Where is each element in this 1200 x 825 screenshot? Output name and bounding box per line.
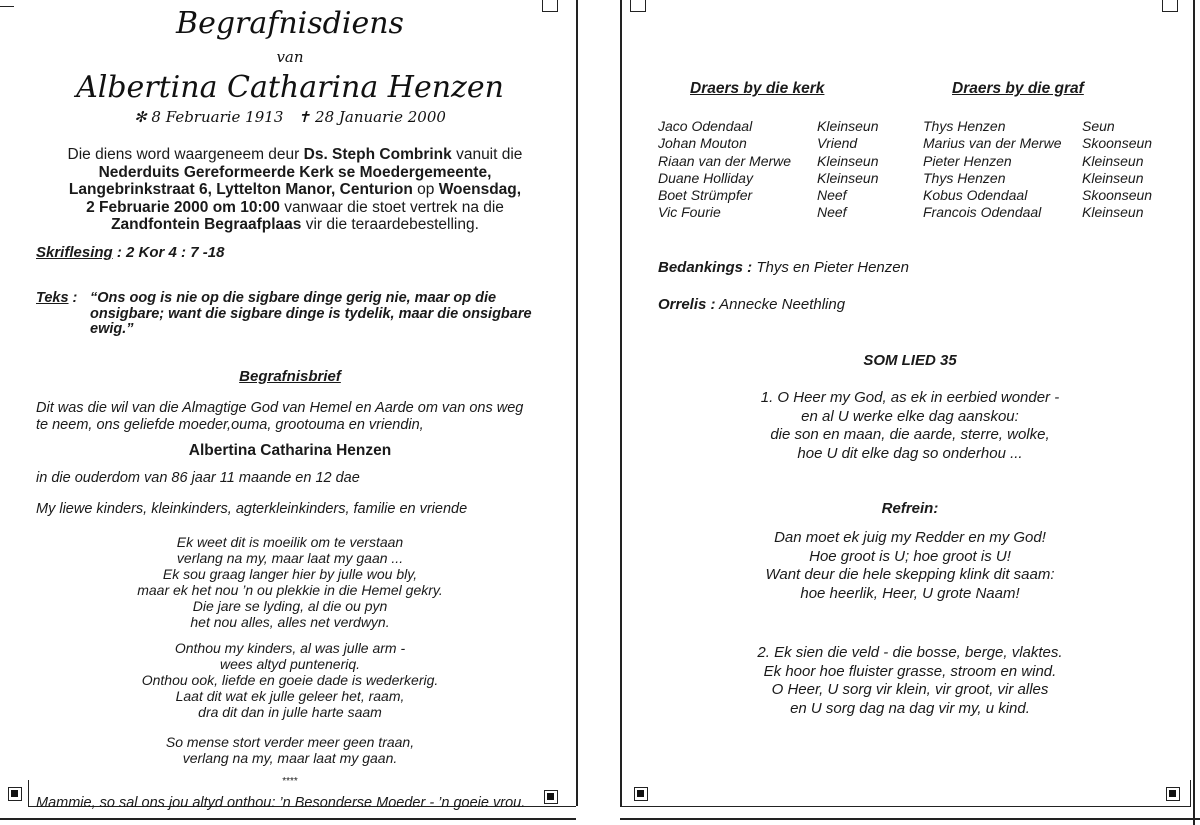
hymn-line: Hoe groot is U; hoe groot is U! bbox=[809, 547, 1011, 565]
church-bearer-name: Johan Mouton bbox=[658, 135, 747, 152]
deceased-name-heading: Albertina Catharina Henzen bbox=[76, 70, 504, 105]
grave-bearer-relation: Skoonseun bbox=[1082, 135, 1153, 152]
church-bearer-relation: Neef bbox=[817, 187, 847, 204]
address-line: My liewe kinders, kleinkinders, agterkleinkinders, familie en vriende bbox=[36, 501, 468, 517]
scripture-reading-label: Skriflesing bbox=[36, 244, 113, 261]
poem-stanza-1 bbox=[40, 534, 540, 630]
poem-line: Ek weet dit is moeilik om te verstaan bbox=[176, 534, 404, 550]
corner-box-top-right bbox=[542, 0, 558, 12]
teks-label: Teks bbox=[36, 290, 69, 306]
corner-box-top-right bbox=[1162, 0, 1178, 12]
corner-box-bottom-right bbox=[1166, 787, 1180, 801]
poem-stanza-2 bbox=[40, 640, 540, 720]
church-bearer-relation: Kleinseun bbox=[817, 152, 879, 169]
letter-intro-line: te neem, ons geliefde moeder,ouma, grootouma en vriendin, bbox=[36, 417, 424, 433]
poem-line: dra dit dan in julle harte saam bbox=[198, 704, 382, 720]
church-bearer-relation: Neef bbox=[817, 204, 847, 221]
bottom-inner-line bbox=[620, 806, 1190, 807]
van-label: van bbox=[276, 48, 304, 66]
organist-name: Annecke Neethling bbox=[715, 296, 846, 313]
minister-name: Ds. Steph Combrink bbox=[303, 146, 452, 163]
church-bearer-name: Vic Fourie bbox=[658, 204, 721, 221]
top-left-tick bbox=[0, 6, 14, 7]
right-inner-line bbox=[1190, 780, 1191, 807]
thanks-label: Bedankings : bbox=[658, 259, 753, 276]
right-border-line bbox=[576, 0, 578, 806]
service-text-3: vanuit die bbox=[451, 146, 523, 163]
church-bearer-relation: Vriend bbox=[817, 135, 858, 152]
grave-bearers-relations bbox=[1082, 118, 1152, 222]
text-verse-line: ewig.” bbox=[90, 321, 134, 337]
poem-line: Laat dit wat ek julle geleer het, raam, bbox=[175, 688, 405, 704]
church-bearers-names bbox=[658, 118, 791, 222]
letter-intro-line: Dit was die wil van die Almagtige God van Hemel en Aarde om van ons weg bbox=[36, 400, 524, 416]
poem-line: verlang na my, maar laat my gaan ... bbox=[176, 550, 404, 566]
teks-colon: : bbox=[68, 290, 78, 306]
poem-line: Onthou my kinders, al was julle arm - bbox=[174, 640, 406, 656]
bottom-border-line bbox=[620, 818, 1200, 820]
death-symbol: ✝ bbox=[297, 108, 311, 126]
letter-heading: Begrafnisbrief bbox=[239, 368, 341, 385]
left-inner-line bbox=[28, 780, 29, 807]
grave-bearer-relation: Kleinseun bbox=[1082, 152, 1144, 169]
corner-box-top-left bbox=[630, 0, 646, 12]
refrain-label: Refrein: bbox=[881, 500, 939, 517]
text-verse-line: “Ons oog is nie op die sigbare dinge gerig nie, maar op die bbox=[90, 290, 497, 306]
right-edge-line bbox=[1193, 0, 1195, 825]
hymn-line: Ek hoor hoe fluister grasse, stroom en wind. bbox=[763, 662, 1057, 680]
bottom-border-line bbox=[0, 818, 576, 820]
grave-bearer-relation: Skoonseun bbox=[1082, 187, 1153, 204]
text-verse bbox=[90, 291, 560, 338]
poem-line: Die jare se lyding, al die ou pyn bbox=[192, 598, 388, 614]
thanks-names: Thys en Pieter Henzen bbox=[752, 259, 909, 276]
church-bearers-heading: Draers by die kerk bbox=[690, 80, 825, 97]
organist-line bbox=[658, 296, 845, 313]
age-line: in die ouderdom van 86 jaar 11 maande en 12 dae bbox=[36, 470, 360, 486]
service-text-9: vanwaar die stoet vertrek na die bbox=[279, 198, 504, 216]
closing-line: Mammie, so sal ons jou altyd onthou: ’n Besonderse Moeder - ’n goeie vrou. bbox=[36, 795, 526, 811]
service-text-6: op bbox=[412, 181, 439, 198]
text-label bbox=[36, 291, 77, 307]
poem-line: Onthou ook, liefde en goeie dade is wederkerig. bbox=[141, 672, 439, 688]
corner-box-bottom-left bbox=[634, 787, 648, 801]
church-bearer-name: Duane Holliday bbox=[658, 169, 753, 186]
corner-box-bottom-right bbox=[544, 790, 558, 804]
poem-line: wees altyd punteneriq. bbox=[219, 656, 361, 672]
grave-bearer-name: Kobus Odendaal bbox=[923, 187, 1028, 204]
text-verse-line: onsigbare; want die sigbare dinge is tydelik, maar die onsigbare bbox=[90, 305, 532, 322]
grave-bearer-name: Francois Odendaal bbox=[923, 204, 1042, 221]
hymn-refrain bbox=[700, 529, 1120, 603]
grave-bearer-name: Marius van der Merwe bbox=[923, 135, 1062, 152]
church-bearer-name: Boet Strümpfer bbox=[658, 187, 753, 204]
cemetery-name: Zandfontein Begraafplaas bbox=[111, 216, 302, 233]
birth-date: 8 Februarie 1913 bbox=[151, 108, 284, 126]
hymn-line: die son en maan, die aarde, sterre, wolke, bbox=[770, 426, 1050, 443]
church-bearer-relation: Kleinseun bbox=[817, 169, 879, 186]
hymn-verse-1 bbox=[700, 389, 1120, 463]
grave-bearers-names bbox=[923, 118, 1062, 222]
letter-intro bbox=[36, 400, 566, 434]
church-bearer-relation: Kleinseun bbox=[817, 118, 879, 134]
grave-bearer-relation: Kleinseun bbox=[1082, 204, 1144, 221]
poem-line: So mense stort verder meer geen traan, bbox=[165, 734, 415, 750]
birth-symbol: ✻ bbox=[134, 108, 147, 126]
hymn-line: 1. O Heer my God, as ek in eerbied wonder - bbox=[760, 389, 1060, 406]
poem-line: Ek sou graag langer hier by julle wou bly, bbox=[162, 566, 418, 582]
church-bearer-name: Jaco Odendaal bbox=[658, 118, 753, 134]
death-date: 28 Januarie 2000 bbox=[315, 108, 446, 126]
left-border-line bbox=[620, 0, 622, 806]
hymn-line: 2. Ek sien die veld - die bosse, berge, vlaktes. bbox=[757, 644, 1063, 661]
grave-bearer-name: Thys Henzen bbox=[923, 118, 1006, 134]
hymn-line: en al U werke elke dag aanskou: bbox=[801, 407, 1019, 425]
grave-bearer-name: Thys Henzen bbox=[923, 169, 1006, 186]
hymn-line: hoe heerlik, Heer, U grote Naam! bbox=[800, 584, 1020, 602]
service-day: Woensdag, bbox=[438, 181, 522, 198]
left-page bbox=[0, 0, 590, 825]
scripture-reading bbox=[36, 244, 224, 261]
grave-bearer-relation: Kleinseun bbox=[1082, 169, 1144, 186]
life-dates bbox=[60, 108, 520, 126]
hymn-line: hoe U dit elke dag so onderhou ... bbox=[797, 444, 1023, 462]
service-text-1: Die diens word waargeneem deur bbox=[67, 146, 304, 163]
hymn-line: O Heer, U sorg vir klein, vir groot, vir alles bbox=[771, 681, 1049, 698]
service-title: Begrafnisdiens bbox=[176, 6, 404, 41]
hymn-line: en U sorg dag na dag vir my, u kind. bbox=[790, 699, 1030, 717]
right-page bbox=[610, 0, 1200, 825]
scripture-reading-reference: : 2 Kor 4 : 7 -18 bbox=[112, 244, 225, 261]
thanks-line bbox=[658, 259, 909, 276]
stars-separator: **** bbox=[282, 776, 298, 787]
grave-bearer-relation: Seun bbox=[1082, 118, 1115, 134]
hymn-line: Dan moet ek juig my Redder en my God! bbox=[774, 529, 1046, 546]
hymn-title: SOM LIED 35 bbox=[863, 352, 957, 369]
letter-deceased-name: Albertina Catharina Henzen bbox=[188, 442, 392, 459]
poem-line: het nou alles, alles net verdwyn. bbox=[190, 614, 390, 630]
church-address: Langebrinkstraat 6, Lyttelton Manor, Centurion bbox=[68, 181, 413, 198]
church-name: Nederduits Gereformeerde Kerk se Moedergemeente, bbox=[98, 163, 492, 181]
service-text-11: vir die teraardebestelling. bbox=[301, 216, 479, 233]
church-bearer-name: Riaan van der Merwe bbox=[658, 152, 792, 169]
church-bearers-relations bbox=[817, 118, 879, 222]
poem-stanza-3 bbox=[40, 734, 540, 766]
poem-line: verlang na my, maar laat my gaan. bbox=[182, 750, 398, 766]
grave-bearer-name: Pieter Henzen bbox=[923, 152, 1012, 169]
hymn-line: Want deur die hele skepping klink dit saam: bbox=[765, 566, 1055, 583]
poem-line: maar ek het nou ’n ou plekkie in die Hemel gekry. bbox=[137, 582, 443, 598]
organist-label: Orrelis : bbox=[658, 296, 716, 313]
service-date-time: 2 Februarie 2000 om 10:00 bbox=[86, 198, 280, 216]
hymn-verse-2 bbox=[700, 644, 1120, 718]
grave-bearers-heading: Draers by die graf bbox=[952, 80, 1084, 97]
service-details bbox=[30, 146, 560, 234]
corner-box-bottom-left bbox=[8, 787, 22, 801]
